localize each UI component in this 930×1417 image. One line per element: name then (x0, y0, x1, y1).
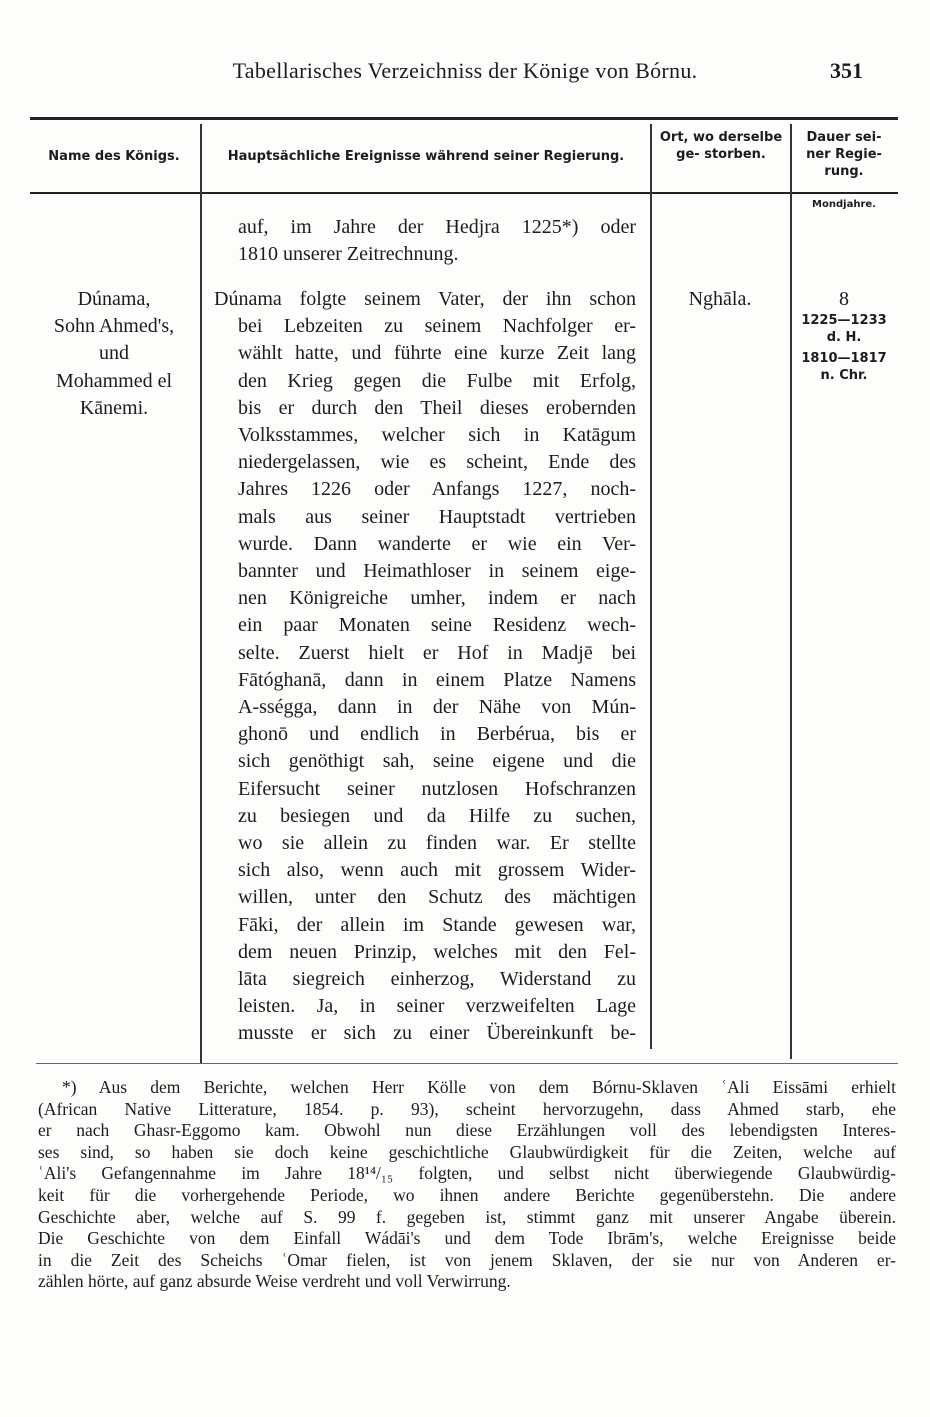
footnote-rule (36, 1063, 898, 1064)
footnote-marker: *) (62, 1077, 77, 1097)
page-number: 351 (830, 58, 863, 83)
duration-unit-label: Mondjahre. (812, 199, 876, 210)
event-line: niedergelassen, wie es scheint, Ende des (238, 451, 636, 474)
footnote-text: Aus dem Berichte, welchen Herr Kölle von dem Bórnu-Sklaven ʿAli Eissāmi erhielt (98, 1077, 896, 1097)
hedjra-label: d. H. (826, 330, 862, 345)
event-line: Volksstammes, welcher sich in Katāgum (238, 424, 636, 447)
event-line: Fātóghanā, dann in einem Platze Namens (238, 668, 636, 691)
event-line: den Krieg gegen die Fulbe mit Erfolg, (238, 369, 636, 392)
christian-label: n. Chr. (820, 368, 868, 383)
continuation-text (238, 214, 636, 268)
footnote-line: in die Zeit des Scheichs ʿOmar fielen, ist von jenem Sklaven, der sie nur von Anderen er- (38, 1249, 896, 1270)
event-line: wo sie allein zu finden war. Er stellte (238, 832, 636, 855)
table-top-rule (30, 117, 898, 120)
column-header-name: Name des Königs. (48, 149, 180, 164)
running-title: Tabellarisches Verzeichniss der Könige von Bórnu. (232, 58, 698, 83)
event-line: bei Lebzeiten zu seinem Nachfolger er- (238, 315, 636, 338)
column-header-events: Hauptsächliche Ereignisse während seiner Regierung. (227, 149, 625, 164)
king-name-line: Dúnama, (77, 288, 151, 310)
event-line: sich also, wenn auch mit grossem Wider- (238, 859, 636, 882)
events-text (214, 286, 636, 1048)
column-header-place: Ort, wo derselbe ge- storben. (659, 130, 783, 162)
event-line: bis er durch den Theil dieses erobernden (238, 396, 636, 419)
hedjra-range: 1225—1233 (801, 313, 887, 328)
event-line: A-sségga, dann in der Nähe von Mún- (238, 696, 636, 719)
event-line: wurde. Dann wanderte er wie ein Ver- (238, 532, 636, 555)
column-divider-1 (200, 124, 202, 1064)
event-line: Eifersucht seiner nutzlosen Hofschranzen (238, 777, 636, 800)
continuation-line: 1810 unserer Zeitrechnung. (238, 243, 459, 266)
footnote-line: Die Geschichte von dem Einfall Wádāi's und dem Tode Ibrām's, welche Ereignisse beide (38, 1228, 896, 1249)
event-line: Dúnama folgte seinem Vater, der ihn schon (214, 288, 636, 310)
king-name-line: und (99, 342, 129, 365)
event-line: zu besiegen und da Hilfe zu suchen, (238, 804, 636, 827)
event-line: selte. Zuerst hielt er Hof in Madjē bei (238, 641, 636, 664)
event-line: wählt hatte, und führte eine kurze Zeit lang (238, 342, 636, 365)
king-name-line: Sohn Ahmed's, (53, 315, 175, 338)
footnote (38, 1077, 896, 1293)
king-name-line: Kānemi. (79, 396, 149, 419)
king-name-line: Mohammed el (55, 369, 173, 392)
footnote-line: keit für die vorhergehende Periode, wo ihnen andere Berichte gegenüberstehn. Die andere (38, 1184, 896, 1205)
footnote-line: er nach Ghasr-Eggomo kam. Obwohl nun diese Erzählungen voll des lebendigsten Interes- (38, 1120, 896, 1141)
event-line: willen, unter den Schutz des mächtigen (238, 886, 636, 909)
event-line: leisten. Ja, in seiner verzweifelten Lage (238, 995, 636, 1018)
event-line: ein paar Monaten seine Residenz wech- (238, 614, 636, 637)
footnote-line: (African Native Litterature, 1854. p. 93), scheint hervorzugehn, dass Ahmed starb, ehe (38, 1098, 896, 1119)
footnote-line: ʿAli's Gefangennahme im Jahre 18¹⁴/₁₅ folgten, und selbst nicht überwiegende Glaubwürdig- (38, 1163, 896, 1184)
christian-range: 1810—1817 (801, 351, 887, 366)
duration-years: 8 (839, 288, 849, 310)
event-line: sich genöthigt sah, seine eigene und die (238, 750, 636, 773)
footnote-line: ses sind, so haben sie doch keine geschichtliche Glaubwürdigkeit für die Zeiten, welche auf (38, 1141, 896, 1162)
event-line: dem neuen Prinzip, welches mit den Fel- (238, 940, 636, 963)
event-line: Jahres 1226 oder Anfangs 1227, noch- (238, 478, 636, 501)
king-name (30, 286, 198, 422)
event-line: Fāki, der allein im Stande gewesen war, (238, 913, 636, 936)
event-line: musste er sich zu einer Übereinkunft be- (238, 1022, 636, 1045)
continuation-line: auf, im Jahre der Hedjra 1225*) oder (238, 216, 636, 238)
footnote-line (38, 1077, 896, 1099)
table-header-rule (30, 192, 898, 194)
column-divider-2 (650, 124, 652, 1049)
event-line: lāta siegreich einherzog, Widerstand zu (238, 968, 636, 991)
event-line: bannter und Heimathloser in seinem eige- (238, 560, 636, 583)
event-line: mals aus seiner Hauptstadt vertrieben (238, 505, 636, 528)
reign-duration (796, 286, 892, 384)
column-header-duration: Dauer sei- ner Regie- rung. (806, 130, 882, 179)
event-line: ghonō und endlich in Berbérua, bis er (238, 723, 636, 746)
footnote-line: Geschichte aber, welche auf S. 99 f. gegeben ist, stimmt ganz mit unserer Angabe überein. (38, 1206, 896, 1227)
place-of-death: Nghāla. (688, 288, 752, 310)
column-divider-3 (790, 124, 792, 1059)
footnote-line: zählen hörte, auf ganz absurde Weise verdreht und voll Verwirrung. (38, 1271, 511, 1292)
event-line: nen Königreiche umher, indem er nach (238, 587, 636, 610)
